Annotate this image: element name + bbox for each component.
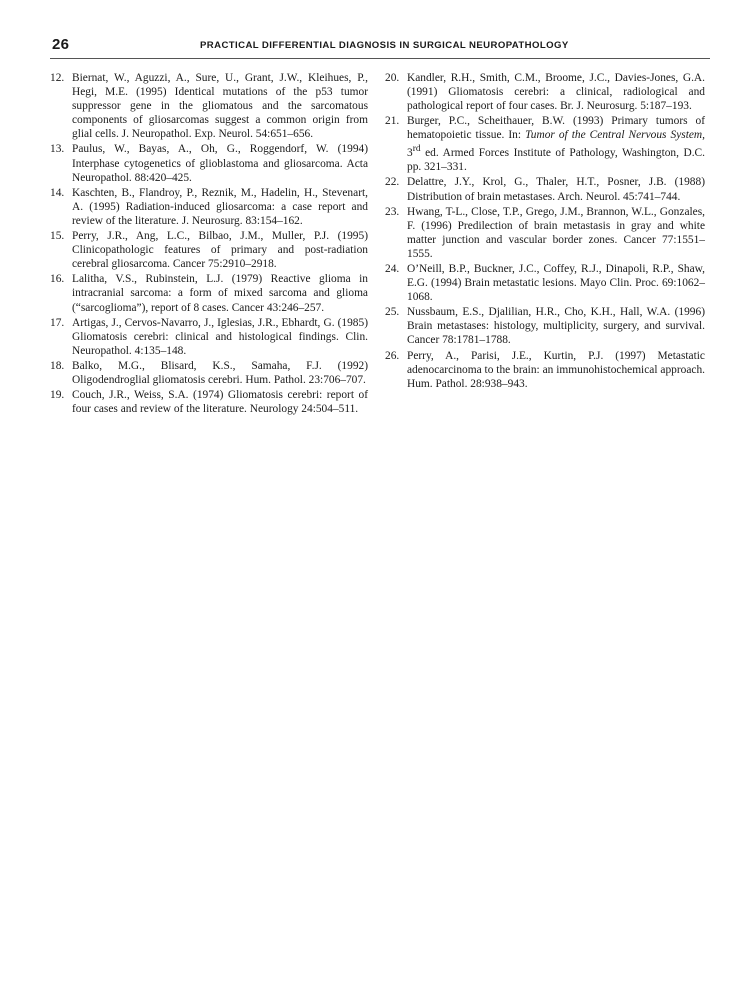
- reference-number: 17.: [50, 316, 65, 329]
- reference-text: Biernat, W., Aguzzi, A., Sure, U., Grant, J.W., Kleihues, P., Hegi, M.E. (1995) Identical mutations of the p53 tumor suppressor gene in the gliomatous and the sarcomatous components of gliosarcomas suggest a common origin from glial cells. J. Neuropathol. Exp. Neurol. 54:651–656.: [72, 72, 368, 141]
- reference-item: [385, 305, 705, 347]
- reference-item: [50, 229, 368, 271]
- edition-ordinal: rd: [412, 144, 421, 155]
- reference-text: Lalitha, V.S., Rubinstein, L.J. (1979) Reactive glioma in intracranial sarcoma: a form of mixed sarcoma and glioma (“sarcoglioma”), report of 8 cases. Cancer 43:246–257.: [72, 273, 368, 314]
- reference-number: 15.: [50, 230, 65, 243]
- page-number: 26: [52, 36, 70, 53]
- reference-text: Delattre, J.Y., Krol, G., Thaler, H.T., Posner, J.B. (1988) Distribution of brain metastases. Arch. Neurol. 45:741–744.: [407, 176, 705, 203]
- reference-number: 21.: [385, 115, 400, 128]
- reference-number: 23.: [385, 205, 400, 218]
- reference-text: Balko, M.G., Blisard, K.S., Samaha, F.J. (1992) Oligodendroglial gliomatosis cerebri. Hum. Pathol. 23:706–707.: [72, 359, 368, 386]
- reference-text: [407, 115, 705, 173]
- reference-number: 26.: [385, 349, 400, 362]
- reference-text: O’Neill, B.P., Buckner, J.C., Coffey, R.J., Dinapoli, R.P., Shaw, E.G. (1994) Brain metastatic lesions. Mayo Clin. Proc. 69:1062–1068.: [407, 263, 705, 304]
- reference-number: 25.: [385, 306, 400, 319]
- reference-number: 16.: [50, 273, 65, 286]
- reference-item: [385, 175, 705, 203]
- reference-item: [50, 359, 368, 387]
- reference-text: Kandler, R.H., Smith, C.M., Broome, J.C., Davies-Jones, G.A. (1991) Gliomatosis cerebri: a clinical, radiological and pathological report of four cases. Br. J. Neurosurg. 5:187–193.: [407, 72, 705, 113]
- reference-number: 13.: [50, 143, 65, 156]
- references-left-column: [50, 71, 368, 417]
- book-title: Tumor of the Central Nervous System,: [525, 129, 705, 142]
- reference-text: Nussbaum, E.S., Djalilian, H.R., Cho, K.H., Hall, W.A. (1996) Brain metastases: histology, multiplicity, surgery, and survival. Cancer 78:1781–1788.: [407, 306, 705, 347]
- reference-item: [50, 316, 368, 358]
- reference-number: 19.: [50, 389, 65, 402]
- reference-text: Perry, J.R., Ang, L.C., Bilbao, J.M., Muller, P.J. (1995) Clinicopathologic features of primary and post-radiation cerebral gliosarcoma. Cancer 75:2910–2918.: [72, 230, 368, 271]
- references-right-column: [385, 71, 705, 392]
- reference-item: [50, 186, 368, 228]
- reference-item: [385, 71, 705, 113]
- reference-item: [385, 114, 705, 174]
- reference-number: 12.: [50, 72, 65, 84]
- running-header: [50, 36, 710, 59]
- reference-number: 24.: [385, 263, 400, 276]
- reference-text: Paulus, W., Bayas, A., Oh, G., Roggendorf, W. (1994) Interphase cytogenetics of glioblastoma and gliosarcoma. Acta Neuropathol. 88:420–425.: [72, 143, 368, 184]
- reference-item: [385, 349, 705, 391]
- running-header-title: PRACTICAL DIFFERENTIAL DIAGNOSIS IN SURGICAL NEUROPATHOLOGY: [200, 40, 569, 51]
- reference-text: Hwang, T-L., Close, T.P., Grego, J.M., Brannon, W.L., Gonzales, F. (1996) Predilection of brain metastasis in gray and white matter junction and vascular border zones. Cancer 77:1551–1555.: [407, 205, 705, 260]
- edition-number: 3: [407, 147, 413, 160]
- reference-text-start: Burger, P.C., Scheithauer, B.W. (1993) Primary tumors of hematopoietic tissue. In:: [407, 115, 705, 142]
- reference-item: [385, 262, 705, 304]
- reference-text: Couch, J.R., Weiss, S.A. (1974) Gliomatosis cerebri: report of four cases and review of the literature. Neurology 24:504–511.: [72, 389, 368, 416]
- reference-item: [50, 142, 368, 184]
- reference-number: 14.: [50, 186, 65, 199]
- reference-item: [50, 71, 368, 141]
- reference-text: Perry, A., Parisi, J.E., Kurtin, P.J. (1997) Metastatic adenocarcinoma to the brain: an immunohistochemical approach. Hum. Pathol. 28:938–943.: [407, 349, 705, 390]
- reference-text-end: ed. Armed Forces Institute of Pathology, Washington, D.C. pp. 321–331.: [407, 147, 705, 174]
- reference-number: 18.: [50, 359, 65, 372]
- reference-text: Kaschten, B., Flandroy, P., Reznik, M., Hadelin, H., Stevenart, A. (1995) Radiation-induced gliosarcoma: a case report and review of the literature. J. Neurosurg. 83:154–162.: [72, 186, 368, 227]
- reference-item: [50, 272, 368, 314]
- reference-item: [385, 205, 705, 261]
- reference-item: [50, 388, 368, 416]
- reference-text: Artigas, J., Cervos-Navarro, J., Iglesias, J.R., Ebhardt, G. (1985) Gliomatosis cerebri: clinical and histological findings. Clin. Neuropathol. 4:135–148.: [72, 316, 368, 357]
- reference-number: 22.: [385, 176, 400, 189]
- reference-number: 20.: [385, 72, 400, 84]
